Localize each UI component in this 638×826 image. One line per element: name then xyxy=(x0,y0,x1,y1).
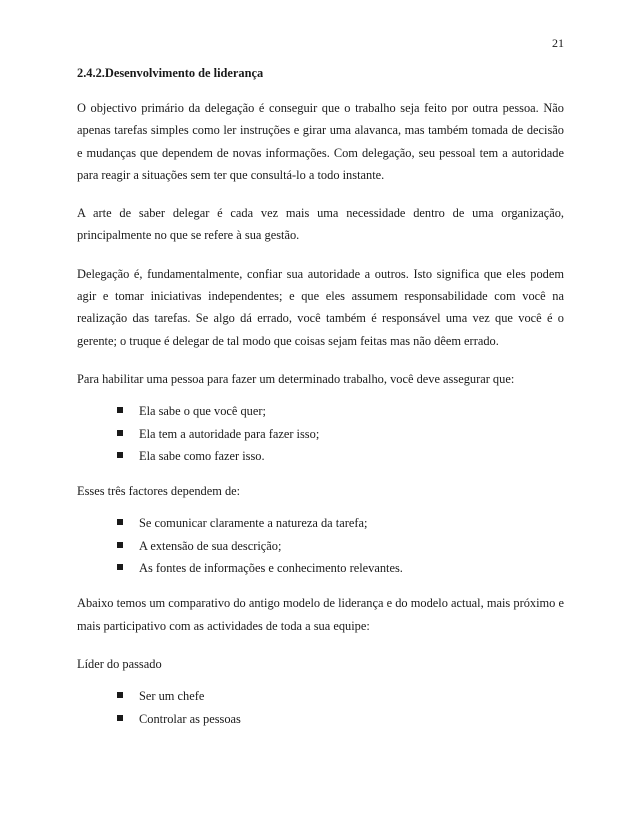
paragraph-art-of-delegating: A arte de saber delegar é cada vez mais uma necessidade dentro de uma organização, principalmente no que se refere à sua gestão. xyxy=(77,206,564,243)
lider-passado-list xyxy=(77,685,564,730)
square-bullet-icon xyxy=(117,407,123,413)
square-bullet-icon xyxy=(117,430,123,436)
list-item: As fontes de informações e conhecimento relevantes. xyxy=(117,557,564,579)
square-bullet-icon xyxy=(117,564,123,570)
list-item: Ela sabe como fazer isso. xyxy=(117,445,564,467)
section-heading: 2.4.2.Desenvolvimento de liderança xyxy=(77,66,264,80)
square-bullet-icon xyxy=(117,692,123,698)
paragraph-delegation-definition: Delegação é, fundamentalmente, confiar sua autoridade a outros. Isto significa que eles podem agir e tomar iniciativas independentes; e que eles assumem responsabilidade com você na realização das tarefas. Se algo dá errado, você também é responsável uma vez que você é o gerente; o truque é delegar de tal modo que coisas sejam feitas mas não dêem errado. xyxy=(77,266,564,348)
paragraph-factores-intro: Esses três factores dependem de: xyxy=(77,484,241,499)
list-item: Se comunicar claramente a natureza da tarefa; xyxy=(117,512,564,534)
list-item: Ela sabe o que você quer; xyxy=(117,400,564,422)
square-bullet-icon xyxy=(117,715,123,721)
list-item: Ela tem a autoridade para fazer isso; xyxy=(117,423,564,445)
square-bullet-icon xyxy=(117,452,123,458)
square-bullet-icon xyxy=(117,542,123,548)
habilitar-list xyxy=(77,400,564,467)
square-bullet-icon xyxy=(117,519,123,525)
paragraph-comparativo: Abaixo temos um comparativo do antigo modelo de liderança e do modelo actual, mais próximo e mais participativo com as actividades de toda a sua equipe: xyxy=(77,596,564,633)
page-number: 21 xyxy=(552,36,564,50)
paragraph-habilitar-intro: Para habilitar uma pessoa para fazer um determinado trabalho, você deve assegurar que: xyxy=(77,371,515,386)
factores-list xyxy=(77,512,564,579)
document-body xyxy=(77,62,564,743)
list-item: Ser um chefe xyxy=(117,685,564,707)
list-item: A extensão de sua descrição; xyxy=(117,535,564,557)
list-item: Controlar as pessoas xyxy=(117,708,564,730)
lider-passado-title: Líder do passado xyxy=(77,656,162,671)
paragraph-delegation-objective: O objectivo primário da delegação é conseguir que o trabalho seja feito por outra pessoa. Não apenas tarefas simples como ler instruções e girar uma alavanca, mas também tomada de decisão e mudanças que dependem de novas informações. Com delegação, seu pessoal tem a autoridade para reagir a situações sem ter que consultá-lo a todo instante. xyxy=(77,101,564,182)
